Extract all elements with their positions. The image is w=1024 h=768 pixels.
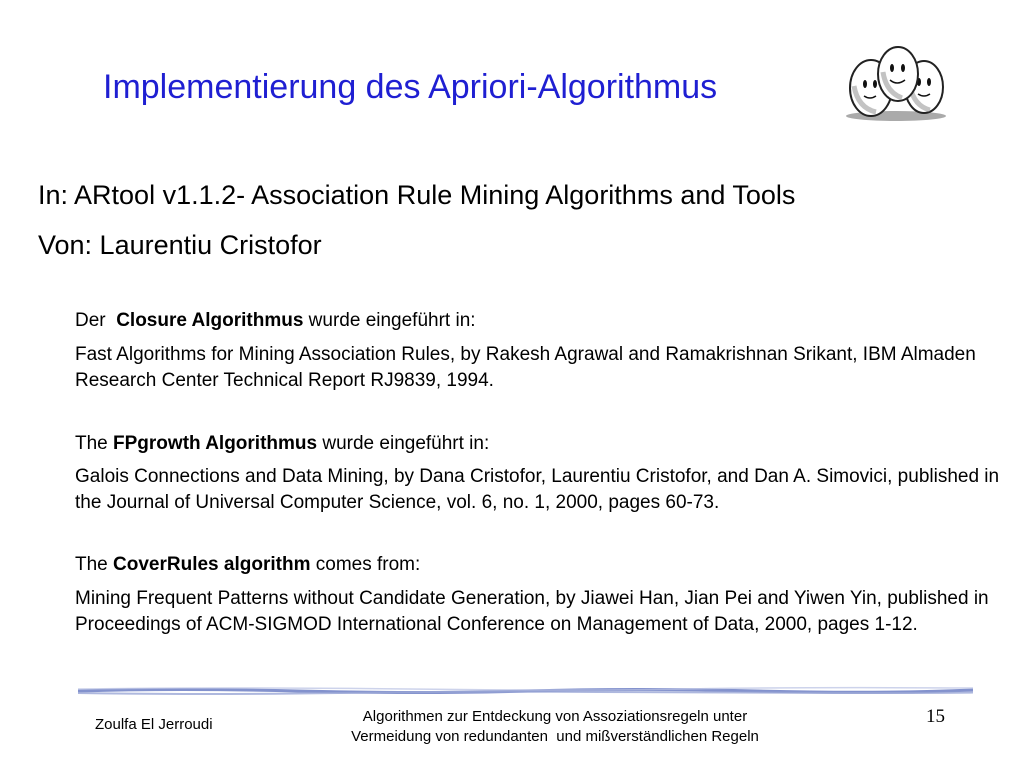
fpgrowth-reference: Galois Connections and Data Mining, by Dana Cristofor, Laurentiu Cristofor, and Dan A. Simovici, published in the Journal of Universal Computer Science, vol. 6, no. 1, 2000, pages 60-73. xyxy=(75,466,1000,513)
footer-divider xyxy=(78,684,973,696)
closure-intro xyxy=(75,308,1010,334)
coverrules-prefix: The xyxy=(75,554,114,575)
three-eggs-faces-icon xyxy=(838,40,948,122)
closure-prefix: Der xyxy=(75,310,117,331)
footer-topic-line1: Algorithmen zur Entdeckung von Assoziationsregeln unter xyxy=(362,708,748,725)
page-number: 15 xyxy=(926,706,945,727)
footer-topic-line2: Vermeidung von redundanten und mißverständlichen Regeln xyxy=(351,728,759,745)
closure-name: Closure Algorithmus xyxy=(116,310,304,331)
coverrules-intro xyxy=(75,552,1010,578)
fpgrowth-suffix: wurde eingeführt in: xyxy=(317,433,490,454)
footer-topic xyxy=(300,707,810,747)
source-line: In: ARtool v1.1.2- Association Rule Mining Algorithms and Tools xyxy=(38,180,796,210)
fpgrowth-name: FPgrowth Algorithmus xyxy=(113,433,318,454)
closure-reference: Fast Algorithms for Mining Association Rules, by Rakesh Agrawal and Ramakrishnan Srikant, IBM Almaden Research Center Technical Report RJ9839, 1994. xyxy=(75,344,976,391)
fpgrowth-intro xyxy=(75,431,1010,457)
closure-suffix: wurde eingeführt in: xyxy=(303,310,476,331)
slide-title: Implementierung des Apriori-Algorithmus xyxy=(103,68,718,106)
coverrules-reference: Mining Frequent Patterns without Candidate Generation, by Jiawei Han, Jian Pei and Yiwen Yin, published in Proceedings of ACM-SIGMOD International Conference on Management of Data, 2000, pages 1-12. xyxy=(75,588,989,635)
fpgrowth-prefix: The xyxy=(75,433,114,454)
coverrules-name: CoverRules algorithm xyxy=(113,554,311,575)
coverrules-suffix: comes from: xyxy=(310,554,421,575)
footer-author: Zoulfa El Jerroudi xyxy=(95,716,213,733)
author-line: Von: Laurentiu Cristofor xyxy=(38,230,322,260)
